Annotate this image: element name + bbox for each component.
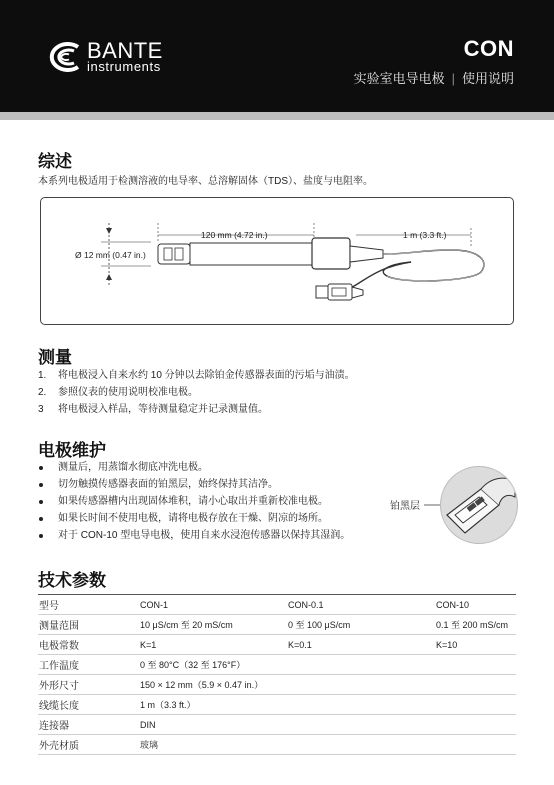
- brand-subname: instruments: [87, 59, 161, 74]
- table-row: [38, 695, 516, 715]
- cell: 150 × 12 mm（5.9 × 0.47 in.）: [139, 675, 516, 695]
- electrode-figure: [40, 197, 514, 325]
- cell: DIN: [139, 715, 516, 735]
- row-label: 外壳材质: [38, 735, 139, 755]
- step-text: 将电极浸入自来水约 10 分钟以去除铂金传感器表面的污垢与油渍。: [58, 370, 355, 381]
- table-row: [38, 735, 516, 755]
- spec-table: [38, 594, 516, 755]
- row-label: 工作温度: [38, 655, 139, 675]
- maintenance-list: [38, 459, 350, 544]
- item-text: 切勿触摸传感器表面的铂黑层，始终保持其洁净。: [58, 479, 278, 490]
- cable-length-label: 1 m (3.3 ft.): [403, 230, 447, 240]
- table-row: [38, 675, 516, 695]
- item-text: 如果长时间不使用电极，请将电极存放在干燥、阴凉的场所。: [58, 513, 328, 524]
- bullet-icon: [39, 517, 43, 521]
- row-label: 测量范围: [38, 615, 139, 635]
- list-item: [38, 527, 350, 544]
- cell: CON-10: [435, 595, 516, 615]
- bullet-icon: [39, 534, 43, 538]
- cell: CON-0.1: [287, 595, 435, 615]
- list-item: [38, 459, 350, 476]
- table-row: [38, 635, 516, 655]
- bullet-icon: [39, 466, 43, 470]
- header-stripe: [0, 112, 554, 120]
- list-item: [38, 476, 350, 493]
- brand-name: BANTE: [87, 38, 163, 63]
- step-number: 1.: [38, 370, 47, 381]
- platinum-black-callout: 铂黑层: [390, 501, 420, 512]
- row-label: 线缆长度: [38, 695, 139, 715]
- list-item: [38, 367, 355, 384]
- item-text: 测量后，用蒸馏水彻底冲洗电极。: [58, 462, 208, 473]
- row-label: 电极常数: [38, 635, 139, 655]
- measurement-steps: [38, 367, 355, 418]
- cell: CON-1: [139, 595, 287, 615]
- step-text: 参照仪表的使用说明校准电极。: [58, 387, 198, 398]
- row-label: 连接器: [38, 715, 139, 735]
- step-text: 将电极浸入样品，等待测量稳定并记录测量值。: [58, 404, 268, 415]
- overview-heading: 综述: [38, 152, 72, 171]
- bullet-icon: [39, 483, 43, 487]
- step-number: 3: [38, 404, 44, 415]
- row-label: 型号: [38, 595, 139, 615]
- list-item: [38, 493, 350, 510]
- step-number: 2.: [38, 387, 47, 398]
- cell: K=10: [435, 635, 516, 655]
- list-item: [38, 384, 355, 401]
- document-type: 使用说明: [461, 71, 514, 86]
- electrode-drawing: [41, 198, 515, 326]
- maintenance-heading: 电极维护: [38, 441, 106, 460]
- bullet-icon: [39, 500, 43, 504]
- cell: 0 至 80°C（32 至 176°F）: [139, 655, 516, 675]
- table-row: [38, 615, 516, 635]
- overview-text: 本系列电极适用于检测溶液的电导率、总溶解固体（TDS）、盐度与电阻率。: [38, 176, 373, 187]
- bante-logo-icon: [38, 40, 84, 74]
- cell: 玻璃: [139, 735, 516, 755]
- table-row: [38, 715, 516, 735]
- table-row: [38, 655, 516, 675]
- cell: 10 μS/cm 至 20 mS/cm: [139, 615, 287, 635]
- item-text: 对于 CON-10 型电导电极，使用自来水浸泡传感器以保持其湿润。: [58, 530, 351, 541]
- measurement-heading: 测量: [38, 348, 72, 367]
- list-item: [38, 510, 350, 527]
- brand-logo: [38, 40, 198, 76]
- cell: K=0.1: [287, 635, 435, 655]
- item-text: 如果传感器槽内出现固体堆积，请小心取出并重新校准电极。: [58, 496, 328, 507]
- cell: 1 m（3.3 ft.）: [139, 695, 516, 715]
- list-item: [38, 401, 355, 418]
- specs-heading: 技术参数: [38, 571, 106, 590]
- document-title: 实验室电导电极: [353, 71, 445, 86]
- sensor-closeup-drawing: [441, 467, 517, 543]
- header-bar: [0, 0, 554, 112]
- table-row: [38, 595, 516, 615]
- model-name: CON: [463, 36, 514, 61]
- diameter-label: Ø 12 mm (0.47 in.): [75, 250, 146, 260]
- document-subtitle: [354, 68, 514, 87]
- sensor-closeup: [440, 466, 518, 544]
- cell: K=1: [139, 635, 287, 655]
- row-label: 外形尺寸: [38, 675, 139, 695]
- cell: 0.1 至 200 mS/cm: [435, 615, 516, 635]
- cell: 0 至 100 μS/cm: [287, 615, 435, 635]
- title-separator: |: [451, 71, 455, 86]
- length-label: 120 mm (4.72 in.): [201, 230, 268, 240]
